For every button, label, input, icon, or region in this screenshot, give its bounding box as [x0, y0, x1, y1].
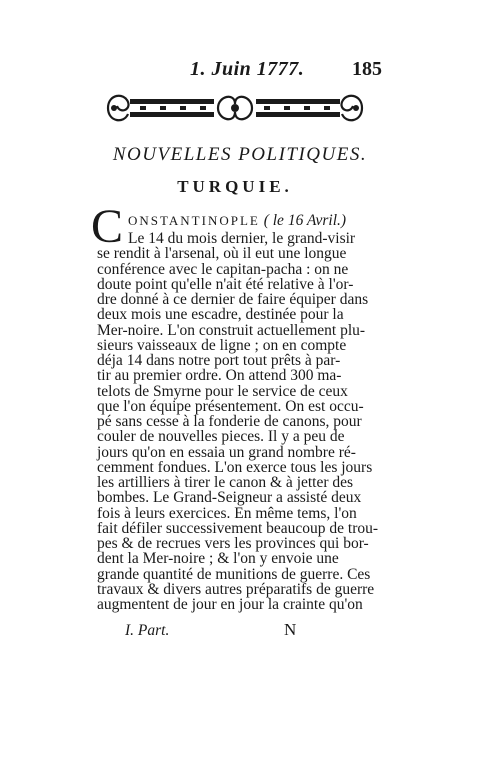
text-line: les artilliers à tirer le canon & à jetter des — [97, 474, 354, 491]
text-line: augmentent de jour en jour la crainte qu'on — [97, 596, 363, 613]
text-line: sieurs vaisseaux de ligne ; on en compte — [97, 336, 347, 354]
text-line: déja 14 dans notre port tout prêts à par- — [97, 352, 341, 369]
text-line: Le 14 du mois dernier, le grand-visir — [128, 230, 356, 247]
section-title: NOUVELLES POLITIQUES. — [112, 144, 368, 165]
dateline-city: ONSTANTINOPLE — [128, 213, 260, 228]
drop-cap: C — [91, 200, 124, 253]
text-line: Mer-noire. L'on construit actuellement plu- — [97, 321, 366, 339]
text-line: bombes. Le Grand-Seigneur a assisté deux — [97, 489, 362, 507]
text-line: doute point qu'elle n'ait été relative à l'or- — [97, 275, 354, 293]
text-line: grande quantité de munitions de guerre. Ces — [97, 565, 371, 583]
text-line: se rendit à l'arsenal, où il eut une longue — [97, 245, 347, 263]
text-line: travaux & divers autres préparatifs de guerre — [97, 580, 375, 598]
text-line: telots de Smyrne pour le service de ceux — [97, 382, 348, 400]
text-line: fait défiler successivement beaucoup de trou- — [97, 519, 379, 537]
dateline-date: ( le 16 Avril.) — [263, 212, 347, 229]
text-line: conférence avec le capitan-pacha : on ne — [97, 260, 349, 278]
ornamental-headpiece — [100, 86, 370, 130]
running-head: 1. Juin 1777. — [190, 58, 305, 80]
text-line: pé sans cesse à la fonderie de canons, pour — [97, 413, 362, 430]
text-line: dre donné à ce dernier de faire équiper dans — [97, 291, 369, 308]
page-number: 185 — [352, 58, 382, 80]
signature-mark: I. Part. — [125, 622, 170, 639]
text-line: tir au premier ordre. On attend 300 ma- — [97, 367, 342, 385]
dateline — [128, 211, 346, 231]
text-line: couler de nouvelles pieces. Il y a peu de — [97, 428, 345, 446]
text-line: jours qu'on en essaia un grand nombre ré- — [97, 443, 356, 461]
text-line: pes & de recrues vers les provinces qui bor- — [97, 535, 369, 552]
text-line: dent la Mer-noire ; & l'on y envoie une — [97, 550, 339, 568]
country-title: TURQUIE. — [177, 177, 293, 196]
sheet-mark: N — [284, 620, 297, 639]
text-line: deux mois une escadre, destinée pour la — [97, 306, 344, 324]
text-line: fois à leurs exercices. En même tems, l'on — [97, 504, 357, 522]
text-line: cemment fondues. L'on exerce tous les jours — [97, 458, 373, 476]
text-line: que l'on équipe présentement. On est occu- — [97, 397, 364, 415]
